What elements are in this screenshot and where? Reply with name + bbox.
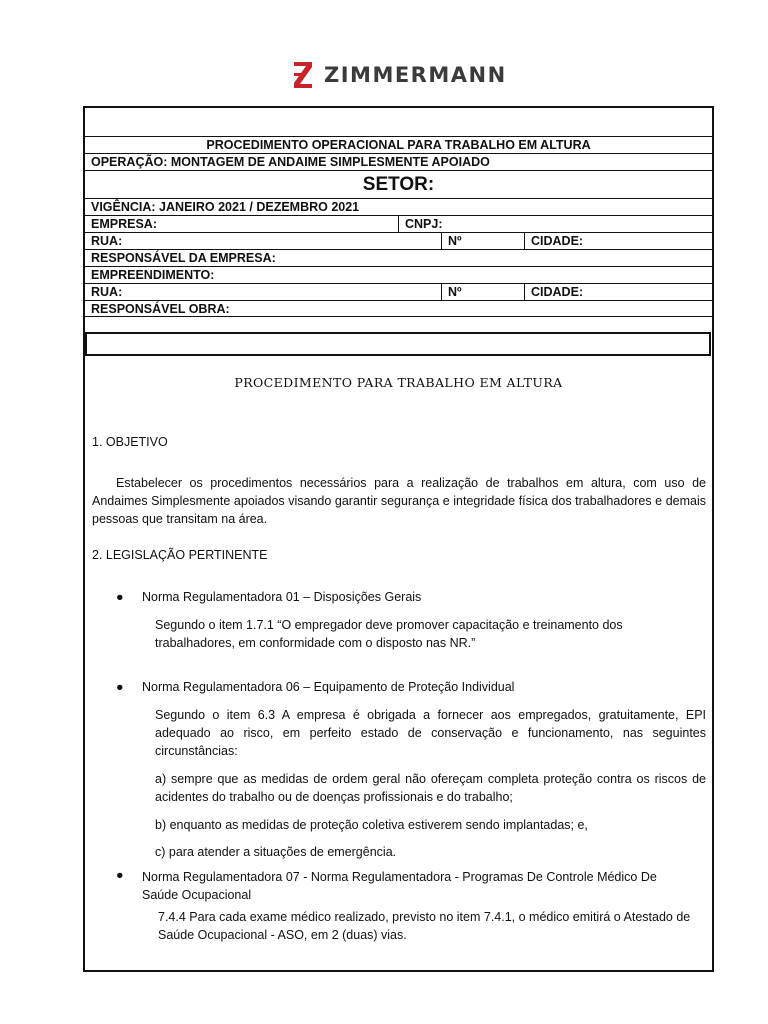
bullet-icon: ● — [116, 680, 124, 694]
empreendimento-label: EMPREENDIMENTO: — [91, 268, 215, 282]
nr06-item-c: c) para atender a situações de emergência. — [155, 845, 397, 859]
section-objetivo-heading: 1. OBJETIVO — [92, 435, 168, 449]
responsavel-empresa-row — [85, 249, 712, 266]
operacao-row — [85, 153, 712, 170]
bullet-icon: ● — [116, 868, 124, 882]
numero-label-1: Nº — [441, 233, 462, 249]
empreendimento-row — [85, 266, 712, 283]
nr06-item-b: b) enquanto as medidas de proteção coletiva estiverem sendo implantadas; e, — [155, 818, 588, 832]
cidade-label-2: CIDADE: — [524, 284, 583, 300]
nr06-title: Norma Regulamentadora 06 – Equipamento de Proteção Individual — [142, 680, 515, 694]
company-logo — [292, 58, 507, 92]
rua-row-2 — [85, 283, 712, 300]
vigencia-text: VIGÊNCIA: JANEIRO 2021 / DEZEMBRO 2021 — [91, 200, 360, 214]
rua-label-1: RUA: — [91, 234, 123, 248]
header-title-row — [85, 136, 712, 153]
empresa-label: EMPRESA: — [91, 217, 157, 231]
nr07-title: Norma Regulamentadora 07 - Norma Regulamentadora - Programas De Controle Médico De Saúde Ocupacional — [142, 870, 657, 902]
responsavel-empresa-label: RESPONSÁVEL DA EMPRESA: — [91, 251, 276, 265]
rua-row-1 — [85, 232, 712, 249]
setor-row — [85, 170, 712, 198]
operacao-text: OPERAÇÃO: MONTAGEM DE ANDAIME SIMPLESMENTE APOIADO — [91, 155, 490, 169]
nr01-title: Norma Regulamentadora 01 – Disposições Gerais — [142, 590, 422, 604]
objetivo-paragraph: Estabelecer os procedimentos necessários para a realização de trabalhos em altura, com uso de Andaimes Simplesmente apoiados visando garantir segurança e integridade física dos trabalhadores e demais pessoas que transitam na área. — [92, 476, 706, 526]
document-title: PROCEDIMENTO PARA TRABALHO EM ALTURA — [234, 375, 563, 390]
vigencia-row — [85, 198, 712, 215]
header-title: PROCEDIMENTO OPERACIONAL PARA TRABALHO EM ALTURA — [206, 138, 591, 152]
numero-label-2: Nº — [441, 284, 462, 300]
zimmermann-logo-icon — [292, 60, 314, 90]
setor-label: SETOR: — [362, 174, 435, 195]
section-legislacao-heading: 2. LEGISLAÇÃO PERTINENTE — [92, 548, 268, 562]
responsavel-obra-label: RESPONSÁVEL OBRA: — [91, 302, 230, 316]
bullet-icon: ● — [116, 590, 124, 604]
brand-name: ZIMMERMANN — [324, 63, 507, 87]
cnpj-label: CNPJ: — [398, 216, 443, 232]
nr07-text: 7.4.4 Para cada exame médico realizado, previsto no item 7.4.1, o médico emitirá o Atestado de Saúde Ocupacional - ASO, em 2 (duas) vias. — [158, 910, 691, 942]
responsavel-obra-row — [85, 300, 712, 317]
rua-label-2: RUA: — [91, 285, 123, 299]
nr01-text: Segundo o item 1.7.1 “O empregador deve promover capacitação e treinamento dos trabalhadores, em conformidade com o disposto nas NR.” — [155, 618, 623, 650]
nr06-item-a: a) sempre que as medidas de ordem geral não ofereçam completa proteção contra os riscos de acidentes do trabalho ou de doenças profissionais e do trabalho; — [155, 772, 706, 804]
cidade-label-1: CIDADE: — [524, 233, 583, 249]
empty-header-box — [85, 332, 711, 356]
empresa-row — [85, 215, 712, 232]
nr06-text: Segundo o item 6.3 A empresa é obrigada a fornecer aos empregados, gratuitamente, EPI adequado ao risco, em perfeito estado de conservação e funcionamento, nas seguintes circunstâncias: — [155, 708, 706, 758]
